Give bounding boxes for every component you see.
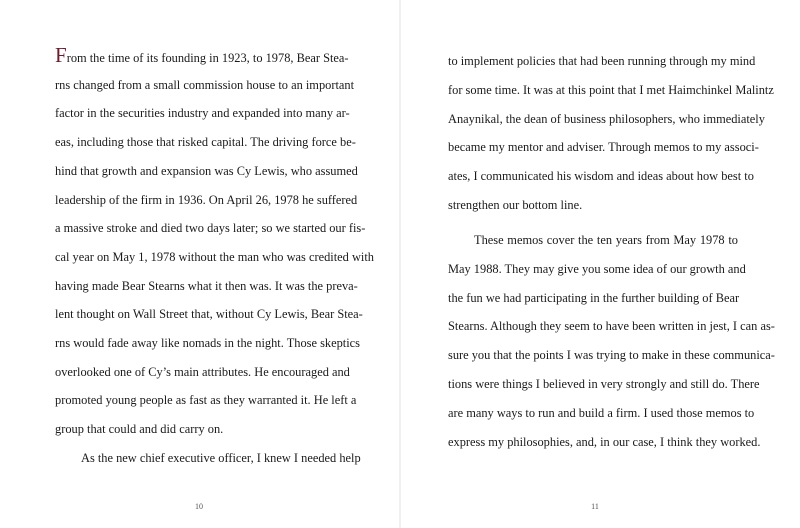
text-line: express my philosophies, and, in our case, I think they worked. (448, 434, 761, 449)
text-line: overlooked one of Cy’s main attributes. He encouraged and (55, 364, 350, 379)
text-line: having made Bear Stearns what it then was. It was the preva- (55, 278, 358, 293)
text-line: to implement policies that had been running through my mind (448, 54, 756, 68)
text-line: As the new chief executive officer, I knew I needed help (81, 450, 361, 465)
text-line: for some time. It was at this point that I met Haimchinkel Malintz (448, 82, 774, 97)
text-line: ates, I communicated his wisdom and ideas about how best to (448, 169, 754, 184)
text-line: eas, including those that risked capital. The driving force be- (55, 135, 356, 150)
page-number: 11 (591, 502, 599, 511)
text-line: group that could and did carry on. (55, 422, 224, 437)
text-line: are many ways to run and build a firm. I used those memos to (448, 405, 755, 420)
text-line: lent thought on Wall Street that, without Cy Lewis, Bear Stea- (55, 307, 363, 322)
text-line: May 1988. They may give you some idea of our growth and (448, 261, 746, 276)
text-line: rns changed from a small commission house to an important (55, 77, 355, 92)
text-line: leadership of the firm in 1936. On April 26, 1978 he suffered (55, 192, 358, 207)
text-line: hind that growth and expansion was Cy Lewis, who assumed (55, 163, 358, 178)
text-line: promoted young people as fast as they warranted it. He left a (55, 393, 357, 408)
right-page (400, 0, 800, 528)
text-line: strengthen our bottom line. (448, 198, 583, 212)
text-line: Stearns. Although they seem to have been written in jest, I can as- (448, 319, 775, 334)
text-line: rns would fade away like nomads in the night. Those skeptics (55, 336, 361, 350)
text-line: sure you that the points I was trying to make in these communica- (448, 348, 775, 363)
text-line: cal year on May 1, 1978 without the man who was credited with (55, 249, 374, 264)
text-line: a massive stroke and died two days later; so we started our fis- (55, 221, 366, 236)
page-number: 10 (195, 502, 203, 511)
text-line: factor in the securities industry and expanded into many ar- (55, 106, 350, 121)
text-line: These memos cover the ten years from May 1978 to (474, 233, 738, 247)
text-line: the fun we had participating in the further building of Bear (448, 290, 740, 305)
text-line (55, 43, 349, 67)
text-line: became my mentor and adviser. Through memos to my associ- (448, 140, 759, 155)
drop-cap: F (55, 43, 67, 67)
first-line-text: rom the time of its founding in 1923, to 1978, Bear Stea- (66, 51, 349, 65)
text-line: tions were things I believed in very strongly and still do. There (448, 377, 760, 391)
text-line: Anaynikal, the dean of business philosophers, who immediately (448, 111, 765, 126)
